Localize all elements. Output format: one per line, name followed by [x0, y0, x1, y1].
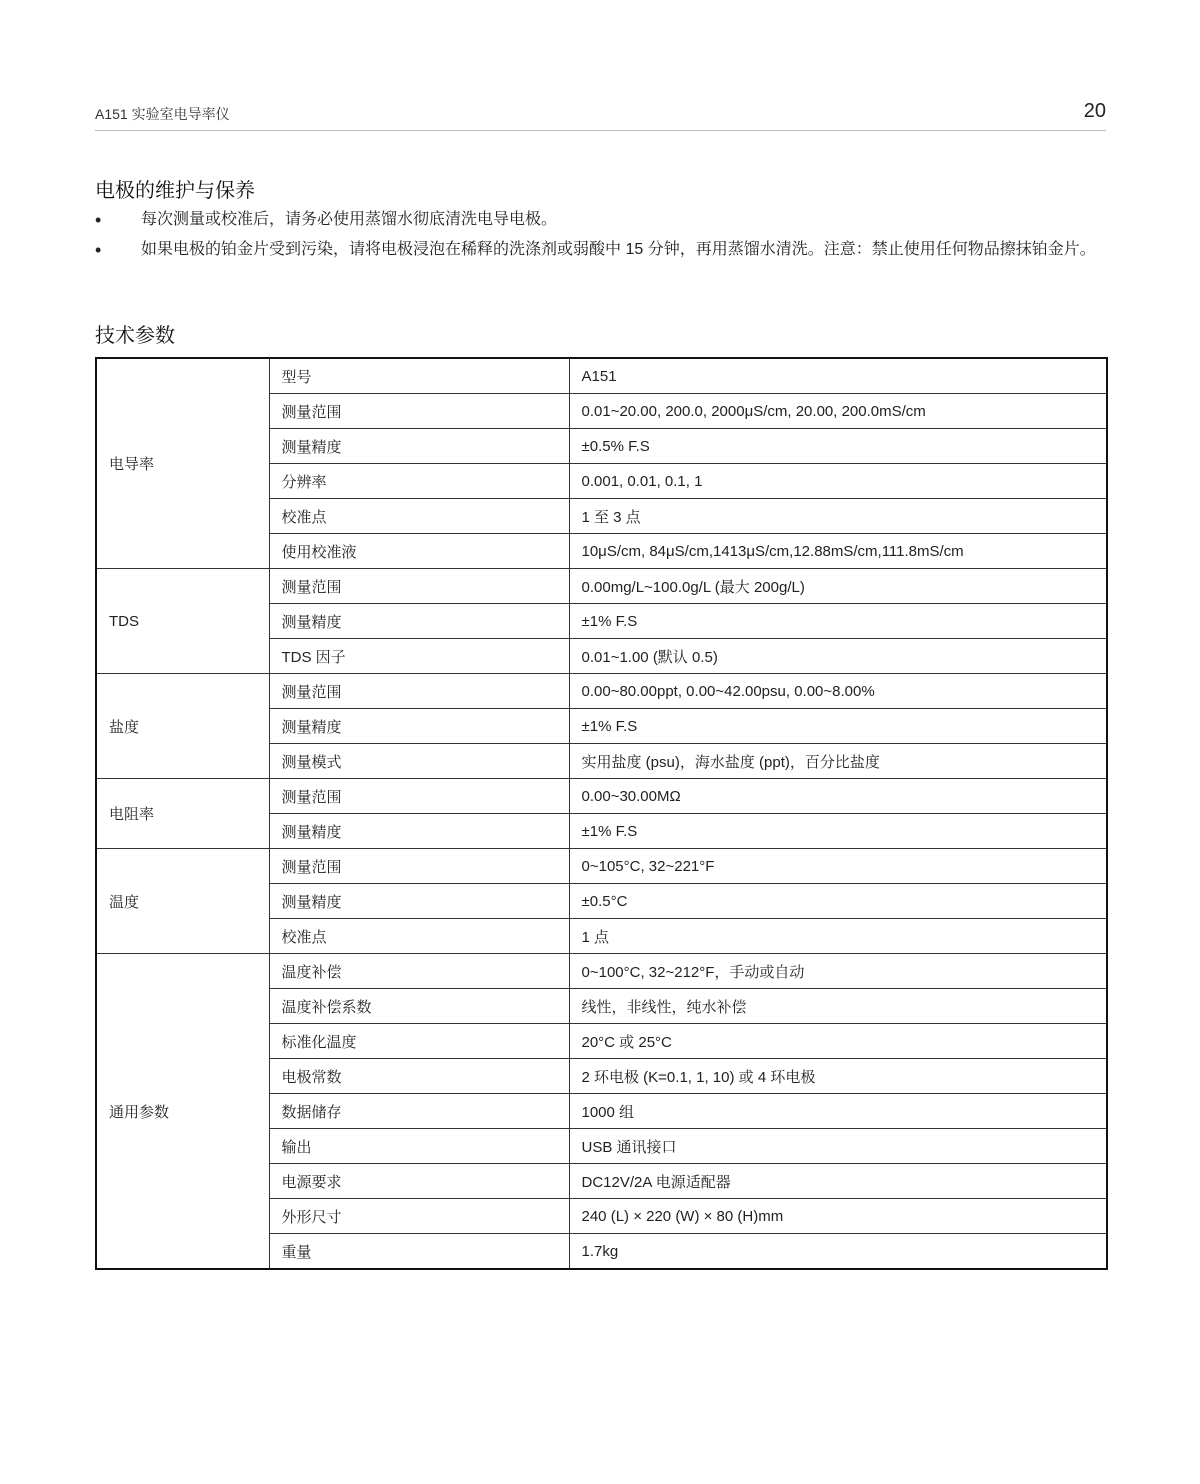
spec-value: 1.7kg: [569, 1234, 1107, 1270]
spec-value: 10μS/cm, 84μS/cm,1413μS/cm,12.88mS/cm,111.8mS/cm: [569, 534, 1107, 569]
spec-parameter: 分辨率: [269, 464, 569, 499]
spec-parameter: 测量范围: [269, 779, 569, 814]
spec-parameter: 温度补偿: [269, 954, 569, 989]
document-title: A151 实验室电导率仪: [95, 106, 230, 122]
spec-value: 0~105°C, 32~221°F: [569, 849, 1107, 884]
spec-parameter: 数据储存: [269, 1094, 569, 1129]
page-number: 20: [1083, 100, 1106, 122]
table-row: [96, 849, 1107, 884]
spec-value: ±0.5°C: [569, 884, 1107, 919]
list-item: • 如果电极的铂金片受到污染，请将电极浸泡在稀释的洗涤剂或弱酸中 15 分钟，再用蒸馏水清洗。注意：禁止使用任何物品擦抹铂金片。: [95, 235, 1106, 265]
spec-value: ±1% F.S: [569, 604, 1107, 639]
spec-value: 1 至 3 点: [569, 499, 1107, 534]
table-row: [96, 674, 1107, 709]
list-item: • 每次测量或校准后，请务必使用蒸馏水彻底清洗电导电极。: [95, 205, 1106, 235]
spec-parameter: 标准化温度: [269, 1024, 569, 1059]
spec-parameter: 测量范围: [269, 849, 569, 884]
spec-parameter: 校准点: [269, 499, 569, 534]
spec-parameter: 电极常数: [269, 1059, 569, 1094]
spec-value: 1 点: [569, 919, 1107, 954]
table-row: [96, 954, 1107, 989]
spec-value: 0~100°C, 32~212°F，手动或自动: [569, 954, 1107, 989]
spec-parameter: TDS 因子: [269, 639, 569, 674]
spec-value: 0.00~30.00MΩ: [569, 779, 1107, 814]
spec-parameter: 测量精度: [269, 604, 569, 639]
spec-category: 盐度: [96, 674, 269, 779]
spec-value: A151: [569, 358, 1107, 394]
spec-category: 电导率: [96, 358, 269, 569]
table-row: [96, 569, 1107, 604]
spec-parameter: 型号: [269, 358, 569, 394]
spec-parameter: 测量精度: [269, 429, 569, 464]
spec-parameter: 测量模式: [269, 744, 569, 779]
spec-category: TDS: [96, 569, 269, 674]
maintenance-heading: 电极的维护与保养: [95, 180, 255, 202]
spec-value: 0.001, 0.01, 0.1, 1: [569, 464, 1107, 499]
spec-parameter: 输出: [269, 1129, 569, 1164]
spec-parameter: 测量范围: [269, 394, 569, 429]
spec-category: 通用参数: [96, 954, 269, 1270]
table-row: [96, 358, 1107, 394]
spec-value: 0.00~80.00ppt, 0.00~42.00psu, 0.00~8.00%: [569, 674, 1107, 709]
spec-value: ±1% F.S: [569, 814, 1107, 849]
spec-parameter: 测量精度: [269, 709, 569, 744]
spec-value: 240 (L) × 220 (W) × 80 (H)mm: [569, 1199, 1107, 1234]
spec-value: 2 环电极 (K=0.1, 1, 10) 或 4 环电极: [569, 1059, 1107, 1094]
spec-value: 0.00mg/L~100.0g/L (最大 200g/L): [569, 569, 1107, 604]
spec-value: 0.01~20.00, 200.0, 2000μS/cm, 20.00, 200.0mS/cm: [569, 394, 1107, 429]
spec-parameter: 温度补偿系数: [269, 989, 569, 1024]
spec-parameter: 测量范围: [269, 569, 569, 604]
spec-parameter: 电源要求: [269, 1164, 569, 1199]
spec-parameter: 测量精度: [269, 884, 569, 919]
spec-category: 电阻率: [96, 779, 269, 849]
table-row: [96, 779, 1107, 814]
maintenance-list: [95, 205, 1106, 265]
spec-category: 温度: [96, 849, 269, 954]
spec-parameter: 使用校准液: [269, 534, 569, 569]
spec-parameter: 测量精度: [269, 814, 569, 849]
spec-parameter: 校准点: [269, 919, 569, 954]
spec-value: 1000 组: [569, 1094, 1107, 1129]
spec-value: 20°C 或 25°C: [569, 1024, 1107, 1059]
spec-value: ±1% F.S: [569, 709, 1107, 744]
spec-parameter: 测量范围: [269, 674, 569, 709]
specs-heading: 技术参数: [95, 325, 175, 347]
spec-parameter: 外形尺寸: [269, 1199, 569, 1234]
page-header: [95, 98, 1106, 131]
spec-table: [95, 357, 1108, 1270]
spec-value: ±0.5% F.S: [569, 429, 1107, 464]
spec-value: USB 通讯接口: [569, 1129, 1107, 1164]
spec-parameter: 重量: [269, 1234, 569, 1270]
spec-table-body: [96, 358, 1107, 1269]
spec-value: DC12V/2A 电源适配器: [569, 1164, 1107, 1199]
spec-value: 实用盐度 (psu)，海水盐度 (ppt)，百分比盐度: [569, 744, 1107, 779]
spec-value: 0.01~1.00 (默认 0.5): [569, 639, 1107, 674]
spec-value: 线性，非线性，纯水补偿: [569, 989, 1107, 1024]
